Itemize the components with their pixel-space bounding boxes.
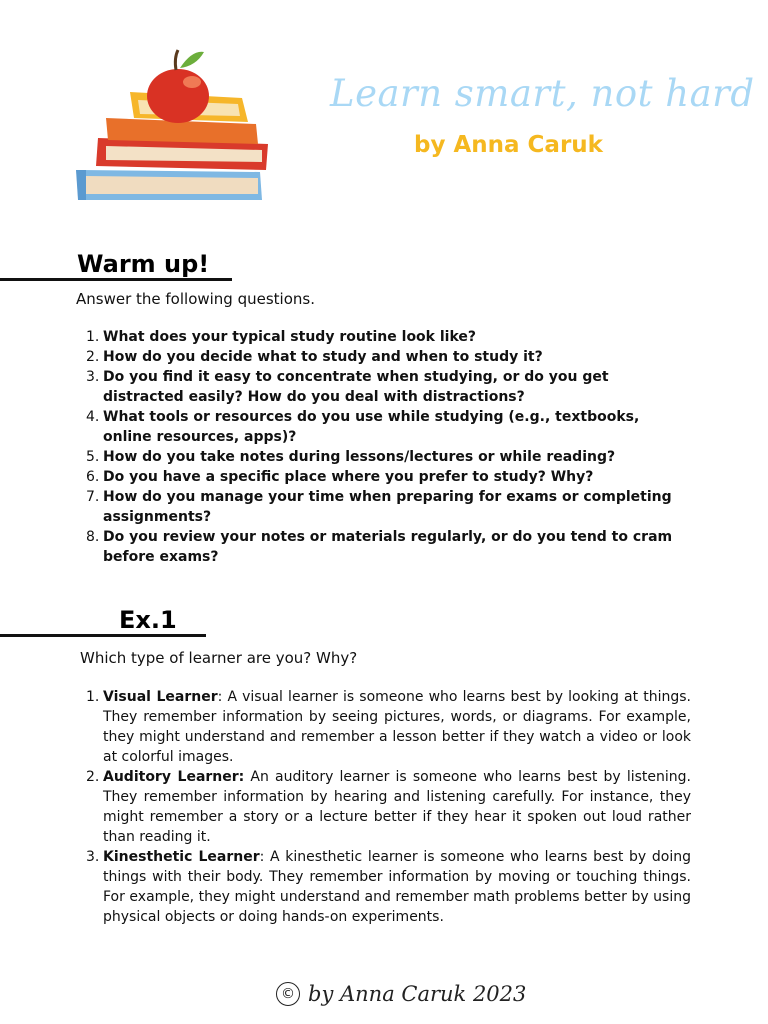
question-item: 7. How do you manage your time when preparing for exams or completing assignments? [86,489,672,525]
warmup-underline [0,278,232,281]
ex1-instruction: Which type of learner are you? Why? [80,649,358,667]
question-item: 1. What does your typical study routine look like? [86,329,477,345]
learner-item-visual: 1. Visual Learner: A visual learner is someone who learns best by looking at things. They remember information by seeing pictures, words, or diagrams. For example, they might understand and remember a lesson better if they watch a video or look at colorful images. [86,689,691,765]
warmup-question-list [86,327,686,567]
ex1-heading: Ex.1 [119,606,177,634]
warmup-heading: Warm up! [77,250,210,278]
footer-text: by Anna Caruk 2023 [308,982,527,1006]
learner-type-list [86,687,691,927]
question-item: 4. What tools or resources do you use while studying (e.g., textbooks, online resources, apps)? [86,409,640,445]
ex1-underline [0,634,206,637]
page-title: Learn smart, not hard [330,72,755,115]
learner-item-auditory: 2. Auditory Learner: An auditory learner is someone who learns best by listening. They remember information by hearing and listening carefully. For instance, they might remember a story or a lecture better if they hear it spoken out loud rather than reading it. [86,769,691,845]
question-item: 5. How do you take notes during lessons/lectures or while reading? [86,449,616,465]
question-item: 2. How do you decide what to study and when to study it? [86,349,543,365]
copyright-icon: © [276,982,300,1006]
author-line: by Anna Caruk [414,132,603,158]
question-item: 8. Do you review your notes or materials regularly, or do you tend to cram before exams? [86,529,673,565]
footer-copyright [276,982,526,1006]
question-item: 3. Do you find it easy to concentrate when studying, or do you get distracted easily? How do you deal with distractions? [86,369,609,405]
question-item: 6. Do you have a specific place where you prefer to study? Why? [86,469,594,485]
books-apple-icon [72,44,272,204]
learner-item-kinesthetic: 3. Kinesthetic Learner: A kinesthetic learner is someone who learns best by doing things with their body. They remember information by moving or touching things. For example, they might understand and remember math problems better by using physical objects or doing hands-on experiments. [86,849,691,925]
warmup-instruction: Answer the following questions. [76,290,315,308]
